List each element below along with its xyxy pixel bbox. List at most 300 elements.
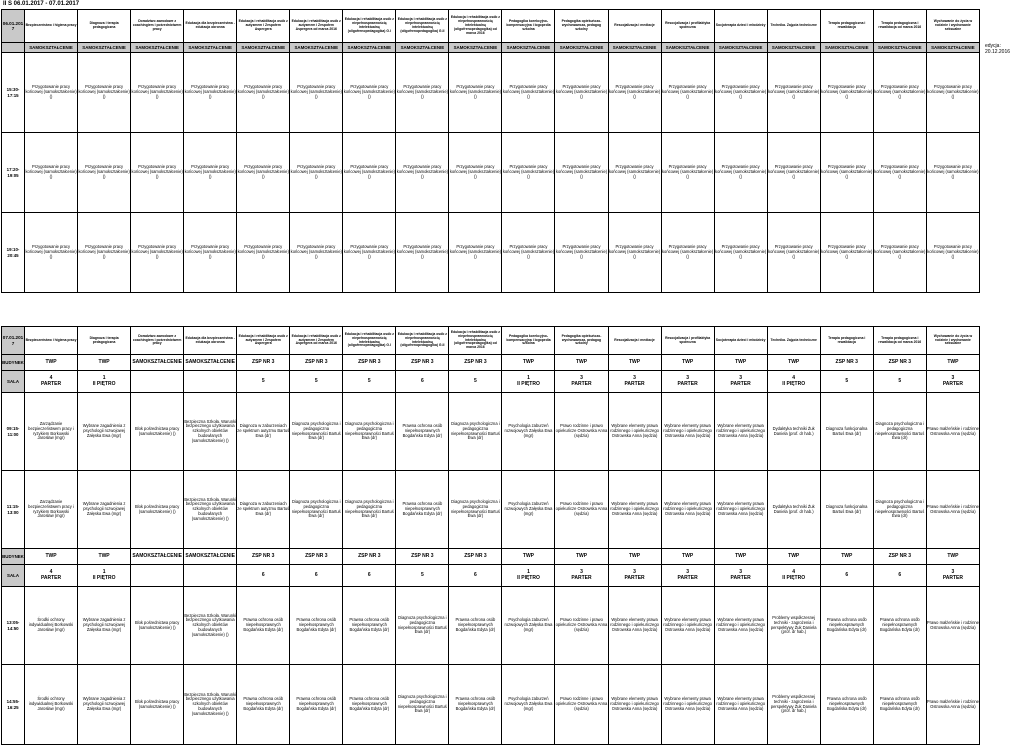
self-study-label: SAMOKSZTAŁCENIE xyxy=(714,43,767,53)
class-cell: Przygotowanie pracy końcowej (samokształcenie) () xyxy=(926,133,979,213)
room-cell xyxy=(290,565,343,587)
class-cell: Przygotowanie pracy końcowej (samokształcenie) () xyxy=(131,213,184,293)
room-line: 3 xyxy=(580,568,583,575)
class-cell: Przygotowanie pracy końcowej (samokształcenie) () xyxy=(449,53,502,133)
sal-row xyxy=(2,565,980,587)
hdr-row xyxy=(2,10,980,43)
class-cell: Zarządzanie bezpieczeństwem pracy i ryzykiem Borkowski Jarosław (mgr) xyxy=(25,471,78,549)
class-cell: Przygotowanie pracy końcowej (samokształcenie) () xyxy=(237,213,290,293)
room-line: PARTER xyxy=(730,574,751,581)
building-label: BUDYNEK xyxy=(2,355,25,371)
class-cell: Wybrane elementy prawa rodzinnego i opiekuńczego Ostrowska Anna (sędzia) xyxy=(661,665,714,745)
class-cell: Przygotowanie pracy końcowej (samokształcenie) () xyxy=(343,133,396,213)
slot-row xyxy=(2,471,980,549)
column-header: Wychowanie do życia w rodzinie i wychowanie seksualne xyxy=(926,10,979,43)
room-cell xyxy=(714,371,767,393)
class-cell: Wybrane elementy prawa rodzinnego i opiekuńczego Ostrowska Anna (sędzia) xyxy=(714,393,767,471)
room-cell xyxy=(237,371,290,393)
slot-row xyxy=(2,213,980,293)
room-line: 5 xyxy=(898,377,902,384)
room-line: 1 xyxy=(102,374,106,381)
column-header: Terapia pedagogiczna i rewalidacja od marca 2016 xyxy=(873,10,926,43)
class-cell: Blok pośrednictwa pracy (samokształcenie) () xyxy=(131,665,184,745)
room-cell xyxy=(343,371,396,393)
class-cell: Dydaktyka techniki Żuk Daniela (prof. dr hab.) xyxy=(767,393,820,471)
schedule-table xyxy=(1,9,980,745)
building-cell: TWP xyxy=(25,355,78,371)
spacer xyxy=(661,293,714,327)
room-cell xyxy=(714,565,767,587)
building-cell: SAMOKSZTAŁCENIE xyxy=(184,549,237,565)
room-line: 5 xyxy=(474,377,477,384)
class-cell: Przygotowanie pracy końcowej (samokształcenie) () xyxy=(502,133,555,213)
class-cell: Przygotowanie pracy końcowej (samokształcenie) () xyxy=(820,213,873,293)
building-cell: TWP xyxy=(767,549,820,565)
building-cell: ZSP NR 3 xyxy=(290,355,343,371)
room-label: SALA xyxy=(2,371,25,393)
column-header: Resocjalizacja i profilaktyka społeczna xyxy=(661,10,714,43)
room-line: 3 xyxy=(951,568,955,575)
room-cell xyxy=(873,371,926,393)
class-cell: Blok pośrednictwa pracy (samokształcenie) () xyxy=(131,471,184,549)
class-cell: Przygotowanie pracy końcowej (samokształcenie) () xyxy=(502,53,555,133)
class-cell: Przygotowanie pracy końcowej (samokształcenie) () xyxy=(343,213,396,293)
class-cell: Prawna ochrona osób niepełnosprawnych Bogdańska Edyta (dr) xyxy=(396,471,449,549)
class-cell: Prawna ochrona osób niepełnosprawnych Bogdańska Edyta (dr) xyxy=(343,665,396,745)
class-cell: Przygotowanie pracy końcowej (samokształcenie) () xyxy=(608,53,661,133)
building-cell: ZSP NR 3 xyxy=(449,355,502,371)
column-header: Diagnoza i terapia pedagogiczna xyxy=(78,10,131,43)
column-header: Pedagogika opiekuńczo-wychowawcza, pedagog szkolny xyxy=(555,10,608,43)
column-header: Edukacja dla bezpieczeństwa - edukacja obronna xyxy=(184,10,237,43)
building-cell: ZSP NR 3 xyxy=(343,549,396,565)
class-cell: Przygotowanie pracy końcowej (samokształcenie) () xyxy=(184,213,237,293)
room-line: 3 xyxy=(633,568,636,575)
class-cell: Przygotowanie pracy końcowej (samokształcenie) () xyxy=(661,133,714,213)
class-cell: Przygotowanie pracy końcowej (samokształcenie) () xyxy=(237,53,290,133)
spacer xyxy=(555,293,608,327)
spacer xyxy=(343,293,396,327)
room-line: II PIĘTRO xyxy=(92,380,116,387)
room-line: 3 xyxy=(580,374,583,381)
room-line: 6 xyxy=(474,571,477,578)
column-header: Pedagogika opiekuńczo-wychowawcza, pedagog szkolny xyxy=(555,327,608,355)
class-cell: Środki ochrony indywidualnej Borkowski Jarosław (mgr) xyxy=(25,665,78,745)
slot-row xyxy=(2,665,980,745)
room-cell xyxy=(396,371,449,393)
class-cell: Przygotowanie pracy końcowej (samokształcenie) () xyxy=(767,133,820,213)
room-line: 3 xyxy=(739,568,743,575)
room-line: PARTER xyxy=(40,380,62,387)
room-line: 3 xyxy=(686,374,689,381)
spacer xyxy=(926,293,979,327)
room-label: SALA xyxy=(2,565,25,587)
schedule-title: II S 06.01.2017 - 07.01.2017 xyxy=(3,1,80,7)
class-cell: Problemy współczesnej techniki - zagrożenia i perspektywy Żuk Daniela (prof. dr hab.) xyxy=(767,587,820,665)
room-line: PARTER xyxy=(942,574,963,581)
class-cell: Przygotowanie pracy końcowej (samokształcenie) () xyxy=(184,133,237,213)
class-cell: Wybrane elementy prawa rodzinnego i opiekuńczego Ostrowska Anna (sędzia) xyxy=(714,471,767,549)
column-header: Terapia pedagogiczna i rewalidacja xyxy=(820,10,873,43)
bud-row xyxy=(2,355,980,371)
class-cell: Diagnoza psychologiczna i pedagogiczna niepełnosprawności Bartuś Ewa (dr) xyxy=(449,393,502,471)
room-line: PARTER xyxy=(677,574,698,581)
building-cell: TWP xyxy=(608,549,661,565)
room-line: II PIĘTRO xyxy=(517,380,540,387)
class-cell: Prawna ochrona osób niepełnosprawnych Bogdańska Edyta (dr) xyxy=(873,587,926,665)
class-cell: Bezpieczna Szkoła. Warunki bezpiecznego użytkowania szkolnych obiektów budowlanych (samokształcenie) () xyxy=(184,665,237,745)
class-cell: Wybrane elementy prawa rodzinnego i opiekuńczego Ostrowska Anna (sędzia) xyxy=(608,471,661,549)
class-cell: Zarządzanie bezpieczeństwem pracy i ryzykiem Borkowski Jarosław (mgr) xyxy=(25,393,78,471)
column-header: Doradztwo zawodowe z coachingiem i pośrednictwem pracy xyxy=(131,10,184,43)
class-cell: Prawna ochrona osób niepełnosprawnych Bogdańska Edyta (dr) xyxy=(396,393,449,471)
room-line: 6 xyxy=(420,377,424,384)
building-cell: TWP xyxy=(608,355,661,371)
building-cell: ZSP NR 3 xyxy=(237,355,290,371)
class-cell: Wybrane elementy prawa rodzinnego i opiekuńczego Ostrowska Anna (sędzia) xyxy=(608,587,661,665)
room-line: PARTER xyxy=(624,380,645,387)
room-cell xyxy=(237,565,290,587)
spacer xyxy=(820,293,873,327)
self-study-label: SAMOKSZTAŁCENIE xyxy=(926,43,979,53)
column-header: Technika. Zajęcia techniczne xyxy=(767,327,820,355)
building-cell: TWP xyxy=(661,549,714,565)
class-cell: Prawna ochrona osób niepełnosprawnych Bogdańska Edyta (dr) xyxy=(290,665,343,745)
room-cell xyxy=(767,371,820,393)
building-cell: ZSP NR 3 xyxy=(873,549,926,565)
spacer xyxy=(502,293,555,327)
class-cell: Prawo małżeńskie i rodzinne Ostrowska Anna (sędzia) xyxy=(926,471,979,549)
room-cell xyxy=(25,371,78,393)
class-cell: Prawna ochrona osób niepełnosprawnych Bogdańska Edyta (dr) xyxy=(873,665,926,745)
room-line: II PIĘTRO xyxy=(92,574,116,581)
class-cell: Wybrane elementy prawa rodzinnego i opiekuńczego Ostrowska Anna (sędzia) xyxy=(608,665,661,745)
class-cell: Przygotowanie pracy końcowej (samokształcenie) () xyxy=(714,213,767,293)
building-cell: ZSP NR 3 xyxy=(449,549,502,565)
class-cell: Przygotowanie pracy końcowej (samokształcenie) () xyxy=(714,53,767,133)
self-study-label: SAMOKSZTAŁCENIE xyxy=(25,43,78,53)
class-cell: Diagnoza psychologiczna i pedagogiczna niepełnosprawności Bartuś Ewa (dr) xyxy=(290,471,343,549)
room-cell xyxy=(449,565,502,587)
spacer xyxy=(714,293,767,327)
class-cell: Przygotowanie pracy końcowej (samokształcenie) () xyxy=(290,53,343,133)
date-cell: 07.01.2017 xyxy=(2,327,25,355)
class-cell: Diagnoza psychologiczna i pedagogiczna niepełnosprawności Bartuś Ewa (dr) xyxy=(343,471,396,549)
sal-row xyxy=(2,371,980,393)
class-cell: Prawna ochrona osób niepełnosprawnych Bogdańska Edyta (dr) xyxy=(290,587,343,665)
building-cell: TWP xyxy=(714,549,767,565)
schedule-body xyxy=(2,10,980,745)
column-header: Technika. Zajęcia techniczne xyxy=(767,10,820,43)
time-cell: 14:55-16:25 xyxy=(2,665,25,745)
room-cell xyxy=(926,371,979,393)
class-cell: Diagnoza psychologiczna i pedagogiczna niepełnosprawności Bartuś Ewa (dr) xyxy=(873,393,926,471)
room-cell xyxy=(343,565,396,587)
class-cell: Diagnoza psychologiczna i pedagogiczna niepełnosprawności Bartuś Ewa (dr) xyxy=(290,393,343,471)
room-line: PARTER xyxy=(677,380,698,387)
class-cell: Diagnoza psychologiczna i pedagogiczna niepełnosprawności Bartuś Ewa (dr) xyxy=(343,393,396,471)
self-study-label: SAMOKSZTAŁCENIE xyxy=(343,43,396,53)
class-cell: Przygotowanie pracy końcowej (samokształcenie) () xyxy=(873,53,926,133)
column-header: Edukacja i rehabilitacja osób z niepełnosprawnością intelektualną (oligofrenopedagogika) G.I xyxy=(343,327,396,355)
building-cell: ZSP NR 3 xyxy=(290,549,343,565)
class-cell: Prawo rodzinne i prawo opiekuńcze Ostrowska Anna (sędzia) xyxy=(555,587,608,665)
self-study-label: SAMOKSZTAŁCENIE xyxy=(184,43,237,53)
room-cell xyxy=(449,371,502,393)
class-cell: Przygotowanie pracy końcowej (samokształcenie) () xyxy=(926,53,979,133)
spacer xyxy=(25,293,78,327)
class-cell: Przygotowanie pracy końcowej (samokształcenie) () xyxy=(555,213,608,293)
class-cell: Przygotowanie pracy końcowej (samokształcenie) () xyxy=(608,213,661,293)
room-line: 5 xyxy=(420,571,424,578)
building-cell: TWP xyxy=(25,549,78,565)
date-cell: 06.01.2017 xyxy=(2,10,25,43)
room-cell xyxy=(184,565,237,587)
spacer xyxy=(449,293,502,327)
time-cell: 17:20-19:05 xyxy=(2,133,25,213)
room-line: PARTER xyxy=(571,380,592,387)
class-cell: Wybrane elementy prawa rodzinnego i opiekuńczego Ostrowska Anna (sędzia) xyxy=(661,471,714,549)
room-cell xyxy=(502,371,555,393)
self-study-label: SAMOKSZTAŁCENIE xyxy=(396,43,449,53)
building-cell: TWP xyxy=(555,549,608,565)
column-header: Resocjalizacja i profilaktyka społeczna xyxy=(661,327,714,355)
time-cell: 15:30-17:15 xyxy=(2,53,25,133)
building-cell: ZSP NR 3 xyxy=(820,355,873,371)
room-line: 6 xyxy=(261,571,265,578)
class-cell: Przygotowanie pracy końcowej (samokształcenie) () xyxy=(661,213,714,293)
class-cell: Bezpieczna Szkoła. Warunki bezpiecznego użytkowania szkolnych obiektów budowlanych (samokształcenie) () xyxy=(184,471,237,549)
class-cell: Diagnoza psychologiczna i pedagogiczna niepełnosprawności Bartuś Ewa (dr) xyxy=(396,587,449,665)
room-cell xyxy=(290,371,343,393)
self-study-label: SAMOKSZTAŁCENIE xyxy=(78,43,131,53)
slot-row xyxy=(2,133,980,213)
building-cell: TWP xyxy=(767,355,820,371)
column-header: Diagnoza i terapia pedagogiczna xyxy=(78,327,131,355)
column-header: Bezpieczeństwo i higiena pracy xyxy=(25,10,78,43)
room-cell xyxy=(820,565,873,587)
class-cell: Przygotowanie pracy końcowej (samokształcenie) () xyxy=(25,53,78,133)
samo-row xyxy=(2,43,980,53)
building-cell: TWP xyxy=(502,355,555,371)
class-cell: Prawo małżeńskie i rodzinne Ostrowska Anna (sędzia) xyxy=(926,587,979,665)
class-cell: Prawo małżeńskie i rodzinne Ostrowska Anna (sędzia) xyxy=(926,665,979,745)
hdr-row xyxy=(2,327,980,355)
class-cell: Przygotowanie pracy końcowej (samokształcenie) () xyxy=(714,133,767,213)
self-study-label: SAMOKSZTAŁCENIE xyxy=(502,43,555,53)
room-line: 4 xyxy=(792,568,796,575)
class-cell: Przygotowanie pracy końcowej (samokształcenie) () xyxy=(25,133,78,213)
class-cell: Diagnoza funkcjonalna Bartuś Ewa (dr) xyxy=(820,471,873,549)
room-line: II PIĘTRO xyxy=(517,574,540,581)
class-cell: Psychologia zaburzeń rozwojowych Załęska Ewa (mgr) xyxy=(502,665,555,745)
class-cell: Bezpieczna Szkoła. Warunki bezpiecznego użytkowania szkolnych obiektów budowlanych (samokształcenie) () xyxy=(184,393,237,471)
room-line: 3 xyxy=(633,374,636,381)
building-cell: TWP xyxy=(714,355,767,371)
building-cell: TWP xyxy=(926,355,979,371)
class-cell: Prawna ochrona osób niepełnosprawnych Bogdańska Edyta (dr) xyxy=(449,587,502,665)
class-cell: Przygotowanie pracy końcowej (samokształcenie) () xyxy=(78,213,131,293)
class-cell: Przygotowanie pracy końcowej (samokształcenie) () xyxy=(131,133,184,213)
self-study-label: SAMOKSZTAŁCENIE xyxy=(449,43,502,53)
building-cell: TWP xyxy=(661,355,714,371)
class-cell: Środki ochrony indywidualnej Borkowski Jarosław (mgr) xyxy=(25,587,78,665)
self-study-label: SAMOKSZTAŁCENIE xyxy=(290,43,343,53)
spacer xyxy=(873,293,926,327)
room-line: 4 xyxy=(49,374,53,381)
room-cell xyxy=(555,565,608,587)
column-header: Wychowanie do życia w rodzinie i wychowanie seksualne xyxy=(926,327,979,355)
column-header: Edukacja i rehabilitacja osób z autyzmem i Zespołem Aspergera xyxy=(237,10,290,43)
class-cell: Wybrane zagadnienia z psychologii rozwojowej Załęska Ewa (mgr) xyxy=(78,471,131,549)
spacer xyxy=(237,293,290,327)
room-cell xyxy=(767,565,820,587)
spacer xyxy=(2,293,25,327)
column-header: Edukacja i rehabilitacja osób z niepełnosprawnością intelektualną (oligofrenopedagogika) od marca 2016 xyxy=(449,327,502,355)
class-cell: Przygotowanie pracy końcowej (samokształcenie) () xyxy=(502,213,555,293)
room-line: 1 xyxy=(527,568,530,575)
column-header: Terapia pedagogiczna i rewalidacja od marca 2016 xyxy=(873,327,926,355)
column-header: Pedagogika korekcyjno-kompensacyjna i logopedia szkolna xyxy=(502,10,555,43)
class-cell: Diagnoza psychologiczna i pedagogiczna niepełnosprawności Bartuś Ewa (dr) xyxy=(396,665,449,745)
room-line: 5 xyxy=(261,377,265,384)
class-cell: Przygotowanie pracy końcowej (samokształcenie) () xyxy=(290,213,343,293)
class-cell: Diagnoza w zaburzeniach ze spektrum autyzmu Bartuś Ewa (dr) xyxy=(237,393,290,471)
room-line: 3 xyxy=(951,374,955,381)
room-cell xyxy=(78,565,131,587)
class-cell: Wybrane zagadnienia z psychologii rozwojowej Załęska Ewa (mgr) xyxy=(78,665,131,745)
class-cell: Przygotowanie pracy końcowej (samokształcenie) () xyxy=(396,53,449,133)
class-cell: Psychologia zaburzeń rozwojowych Załęska Ewa (mgr) xyxy=(502,587,555,665)
time-cell: 11:15-13:00 xyxy=(2,471,25,549)
column-header: Pedagogika korekcyjno-kompensacyjna i logopedia szkolna xyxy=(502,327,555,355)
room-line: PARTER xyxy=(40,574,62,581)
class-cell: Prawna ochrona osób niepełnosprawnych Bogdańska Edyta (dr) xyxy=(343,587,396,665)
time-cell: 13:05-14:50 xyxy=(2,587,25,665)
class-cell: Przygotowanie pracy końcowej (samokształcenie) () xyxy=(820,53,873,133)
class-cell: Diagnoza funkcjonalna Bartuś Ewa (dr) xyxy=(820,393,873,471)
room-line: PARTER xyxy=(942,380,963,387)
building-cell: TWP xyxy=(502,549,555,565)
building-cell: SAMOKSZTAŁCENIE xyxy=(131,549,184,565)
building-cell: ZSP NR 3 xyxy=(396,355,449,371)
column-header: Resocjalizacja i mediacje xyxy=(608,327,661,355)
column-header: Terapia pedagogiczna i rewalidacja xyxy=(820,327,873,355)
class-cell: Przygotowanie pracy końcowej (samokształcenie) () xyxy=(555,133,608,213)
room-cell xyxy=(555,371,608,393)
gap-row xyxy=(2,293,980,327)
room-line: 1 xyxy=(527,374,530,381)
slot-row xyxy=(2,53,980,133)
room-line: 5 xyxy=(314,377,318,384)
room-cell xyxy=(184,371,237,393)
class-cell: Przygotowanie pracy końcowej (samokształcenie) () xyxy=(661,53,714,133)
room-line: 5 xyxy=(845,377,849,384)
self-study-label: SAMOKSZTAŁCENIE xyxy=(661,43,714,53)
column-header: Edukacja i rehabilitacja osób z autyzmem i Zespołem Aspergera od marca 2016 xyxy=(290,10,343,43)
column-header: Resocjalizacja i mediacje xyxy=(608,10,661,43)
building-label: BUDYNEK xyxy=(2,549,25,565)
class-cell: Prawo rodzinne i prawo opiekuńcze Ostrowska Anna (sędzia) xyxy=(555,393,608,471)
room-line: 5 xyxy=(367,377,371,384)
class-cell: Problemy współczesnej techniki - zagrożenia i perspektywy Żuk Daniela (prof. dr hab.) xyxy=(767,665,820,745)
room-cell xyxy=(661,371,714,393)
class-cell: Przygotowanie pracy końcowej (samokształcenie) () xyxy=(78,53,131,133)
edition-date: edycja: 20.12.2016 xyxy=(985,43,1011,55)
bud-row xyxy=(2,549,980,565)
room-cell xyxy=(396,565,449,587)
class-cell: Wybrane zagadnienia z psychologii rozwojowej Załęska Ewa (mgr) xyxy=(78,393,131,471)
class-cell: Przygotowanie pracy końcowej (samokształcenie) () xyxy=(396,213,449,293)
class-cell: Prawo małżeńskie i rodzinne Ostrowska Anna (sędzia) xyxy=(926,393,979,471)
spacer xyxy=(290,293,343,327)
class-cell: Prawo rodzinne i prawo opiekuńcze Ostrowska Anna (sędzia) xyxy=(555,471,608,549)
class-cell: Przygotowanie pracy końcowej (samokształcenie) () xyxy=(184,53,237,133)
class-cell: Blok pośrednictwa pracy (samokształcenie) () xyxy=(131,393,184,471)
room-line: 6 xyxy=(898,571,902,578)
room-line: 3 xyxy=(686,568,689,575)
class-cell: Przygotowanie pracy końcowej (samokształcenie) () xyxy=(396,133,449,213)
class-cell: Prawna ochrona osób niepełnosprawnych Bogdańska Edyta (dr) xyxy=(820,665,873,745)
class-cell: Wybrane elementy prawa rodzinnego i opiekuńczego Ostrowska Anna (sędzia) xyxy=(714,665,767,745)
self-study-label: SAMOKSZTAŁCENIE xyxy=(767,43,820,53)
self-study-label: SAMOKSZTAŁCENIE xyxy=(237,43,290,53)
class-cell: Wybrane zagadnienia z psychologii rozwojowej Załęska Ewa (mgr) xyxy=(78,587,131,665)
class-cell: Przygotowanie pracy końcowej (samokształcenie) () xyxy=(767,53,820,133)
building-cell: SAMOKSZTAŁCENIE xyxy=(131,355,184,371)
building-cell: TWP xyxy=(555,355,608,371)
spacer xyxy=(131,293,184,327)
class-cell: Diagnoza psychologiczna i pedagogiczna niepełnosprawności Bartuś Ewa (dr) xyxy=(873,471,926,549)
column-header: Socjoterapia dzieci i młodzieży xyxy=(714,10,767,43)
column-header: Edukacja i rehabilitacja osób z niepełnosprawnością intelektualną (oligofrenopedagogika) G.II xyxy=(396,10,449,43)
class-cell: Przygotowanie pracy końcowej (samokształcenie) () xyxy=(25,213,78,293)
building-cell: ZSP NR 3 xyxy=(873,355,926,371)
column-header: Edukacja i rehabilitacja osób z niepełnosprawnością intelektualną (oligofrenopedagogika) od marca 2016 xyxy=(449,10,502,43)
room-cell xyxy=(661,565,714,587)
building-cell: SAMOKSZTAŁCENIE xyxy=(184,355,237,371)
class-cell: Diagnoza psychologiczna i pedagogiczna niepełnosprawności Bartuś Ewa (dr) xyxy=(449,471,502,549)
class-cell: Przygotowanie pracy końcowej (samokształcenie) () xyxy=(767,213,820,293)
class-cell: Przygotowanie pracy końcowej (samokształcenie) () xyxy=(131,53,184,133)
room-cell xyxy=(131,565,184,587)
class-cell: Przygotowanie pracy końcowej (samokształcenie) () xyxy=(449,133,502,213)
building-cell: TWP xyxy=(78,549,131,565)
room-cell xyxy=(926,565,979,587)
building-cell: ZSP NR 3 xyxy=(343,355,396,371)
class-cell: Dydaktyka techniki Żuk Daniela (prof. dr hab.) xyxy=(767,471,820,549)
class-cell: Wybrane elementy prawa rodzinnego i opiekuńczego Ostrowska Anna (sędzia) xyxy=(608,393,661,471)
building-cell: TWP xyxy=(926,549,979,565)
building-cell: TWP xyxy=(78,355,131,371)
spacer xyxy=(78,293,131,327)
class-cell: Diagnoza w zaburzeniach ze spektrum autyzmu Bartuś Ewa (dr) xyxy=(237,471,290,549)
room-cell xyxy=(502,565,555,587)
room-line: PARTER xyxy=(624,574,645,581)
class-cell: Psychologia zaburzeń rozwojowych Załęska Ewa (mgr) xyxy=(502,471,555,549)
slot-row xyxy=(2,393,980,471)
class-cell: Wybrane elementy prawa rodzinnego i opiekuńczego Ostrowska Anna (sędzia) xyxy=(714,587,767,665)
class-cell: Prawna ochrona osób niepełnosprawnych Bogdańska Edyta (dr) xyxy=(820,587,873,665)
room-line: 6 xyxy=(314,571,318,578)
building-cell: TWP xyxy=(820,549,873,565)
room-cell xyxy=(820,371,873,393)
column-header: Edukacja i rehabilitacja osób z niepełnosprawnością intelektualną (oligofrenopedagogika) G.II xyxy=(396,327,449,355)
room-cell xyxy=(25,565,78,587)
class-cell: Psychologia zaburzeń rozwojowych Załęska Ewa (mgr) xyxy=(502,393,555,471)
room-line: 3 xyxy=(739,374,743,381)
room-cell xyxy=(78,371,131,393)
